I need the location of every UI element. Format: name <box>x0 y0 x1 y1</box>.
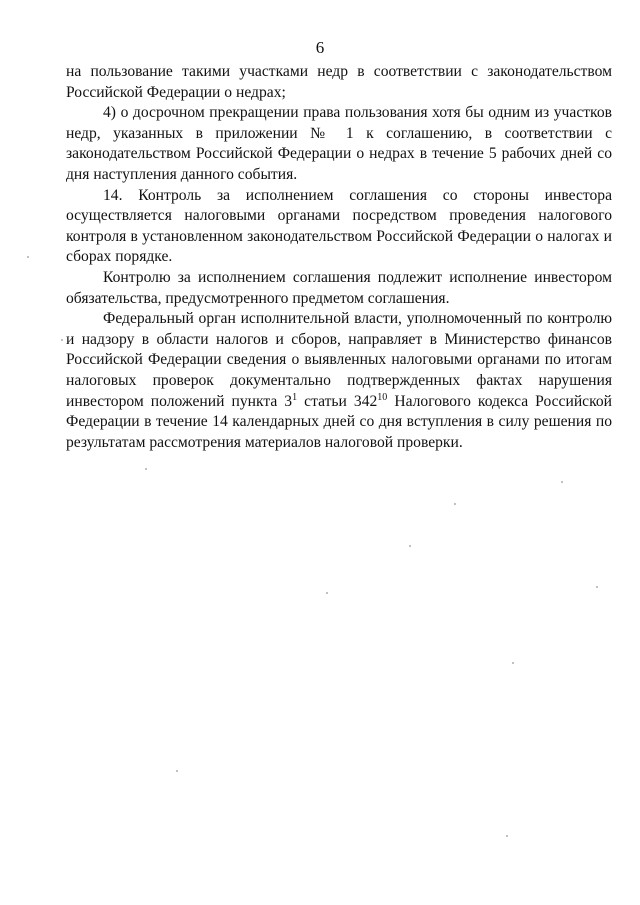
scan-speck <box>61 339 63 341</box>
scan-speck <box>27 256 29 258</box>
paragraph-item-14: 14. Контроль за исполнением соглашения со стороны инвестора осуществляется налоговыми органами посредством проведения налогового контроля в установленном законодательством Российской Федерации о налогах и сборах порядке. <box>66 186 612 266</box>
paragraph-federal-body <box>66 309 612 453</box>
paragraph-control-subject: Контролю за исполнением соглашения подлежит исполнение инвестором обязательства, предусмотренного предметом соглашения. <box>66 268 612 307</box>
footnote-superscript-1: 1 <box>292 391 298 403</box>
paragraph-item-4: 4) о досрочном прекращении права пользования хотя бы одним из участков недр, указанных в приложении № 1 к соглашению, в соответствии с законодательством Российской Федерации о недрах в течение 5 рабочих дней со дня наступления данного события. <box>66 104 612 183</box>
scan-speck <box>596 586 598 588</box>
scan-speck <box>176 770 178 772</box>
document-body <box>66 62 612 453</box>
scan-speck <box>409 545 411 547</box>
scan-speck <box>561 481 563 483</box>
scan-speck <box>326 592 328 594</box>
scan-speck <box>454 503 456 505</box>
footnote-superscript-10: 10 <box>377 391 388 403</box>
scan-speck <box>145 468 147 470</box>
scan-speck <box>506 835 508 837</box>
federal-body-text-start: Федеральный орган исполнительной власти, уполномоченный по контролю и надзору в области налогов и сборов, направляет в Министерство финансов Российской Федерации сведения о выявленных налоговыми органами по итогам налоговых проверок документально подтвержденных фактах нарушения инвестором положений пункта 3 <box>66 310 612 410</box>
scan-speck <box>512 662 514 664</box>
page-number: 6 <box>315 38 325 57</box>
federal-body-text-middle: статьи 342 <box>297 392 378 410</box>
paragraph-continuation: на пользование такими участками недр в соответствии с законодательством Российской Федерации о недрах; <box>66 63 612 101</box>
federal-body-text-end: Налогового кодекса Российской Федерации в течение 14 календарных дней со дня вступления в силу решения по результатам рассмотрения материалов налоговой проверки. <box>66 392 613 451</box>
